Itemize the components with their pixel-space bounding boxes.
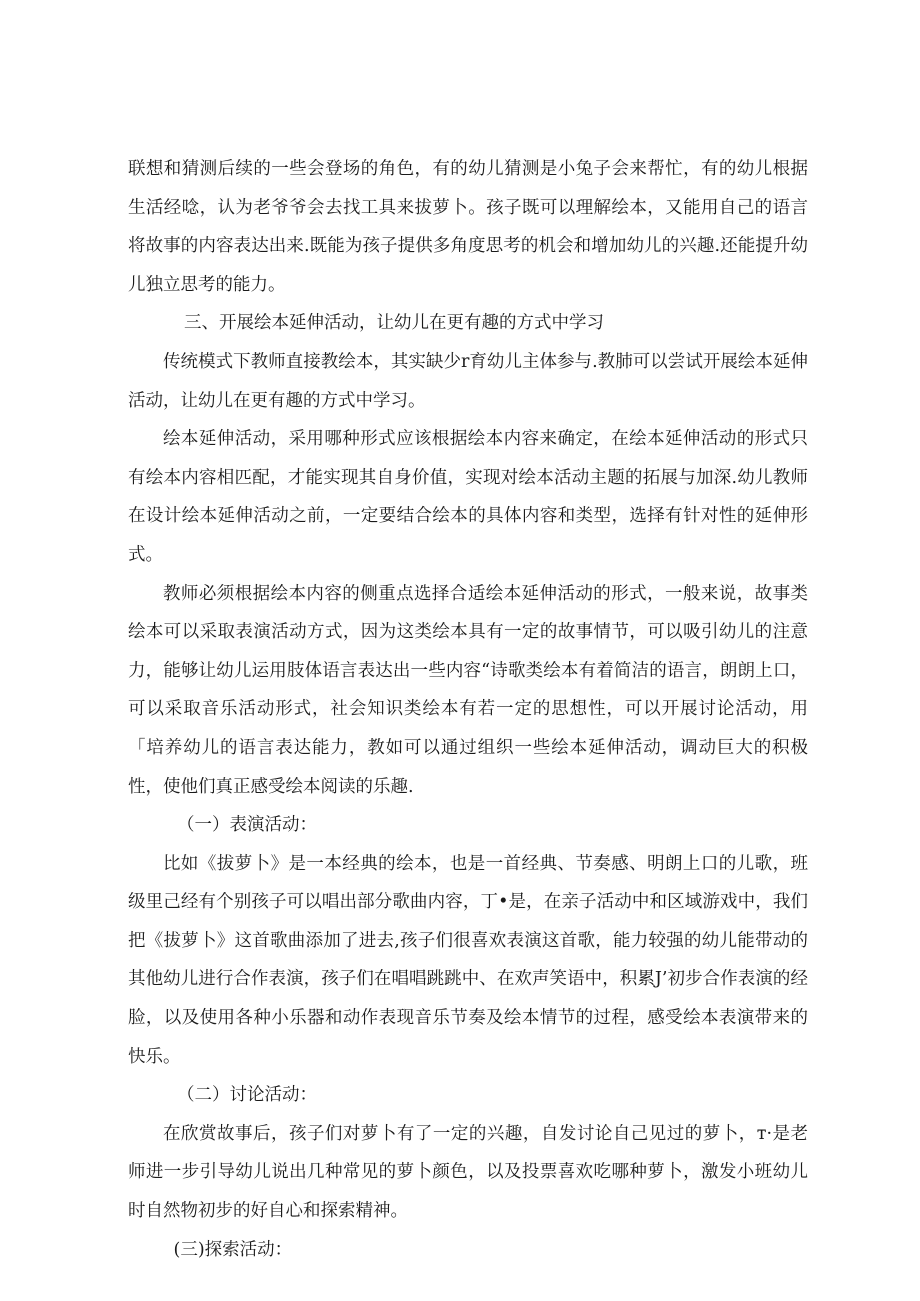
paragraph-continuation: 联想和猜测后续的一些会登场的角色，有的幼儿猜测是小兔子会来帮忙，有的幼儿根据生活经唸，认为老爷爷会去找工具来拔萝卜。孩子既可以理解绘本，又能用自己的语言将故事的内容表达出来.既能为孩子提供多角度思考的机会和增加幼儿的兴趣.还能提升幼儿独立思考的能力。 [128, 159, 808, 295]
sub-heading-performance: （一）表演活动： [177, 815, 317, 836]
sub-heading-exploration: (三)探索活动： [173, 1239, 293, 1260]
paragraph: 传统模式下教师直接教绘本，其实缺少r育幼儿主体参与.教肺可以尝试开展绘本延伸活动，让幼儿在更有趣的方式中学习。 [128, 351, 808, 411]
paragraph: 在欣赏故事后，孩子们对萝卜有了一定的兴趣，自发讨论自己见过的萝卜，т·是老师进一步引导幼儿说出几种常见的萝卜颜色，以及投票喜欢吃哪种萝卜，激发小班幼儿时自然物初步的好自心和探索精神。 [128, 1123, 808, 1222]
paragraph: 绘本延伸活动，采用哪种形式应该根据绘本内容来确定，在绘本延伸活动的形式只有绘本内容相匹配，才能实现其自身价值，实现对绘本活动主题的拓展与加深.幼儿教师在设计绘本延伸活动之前，一定要结合绘本的具体内容和类型，选择有针对性的延伸形式。 [128, 429, 808, 565]
sub-heading-discussion: （二）讨论活动： [177, 1085, 317, 1106]
paragraph: 教师必须根据绘本内容的侧重点选择合适绘本延伸活动的形式，一般来说，故事类绘本可以采取表演活动方式，因为这类绘本具有一定的故事情节，可以吸引幼儿的注意力，能够让幼儿运用肢体语言表达出一些内容“诗歌类绘本有着简洁的语言，朗朗上口，可以采取音乐活动形式，社会知识类绘本有若一定的思想性，可以开展讨论活动，用「培养幼儿的语言表达能力，教如可以通过组织一些绘本延伸活动，调动巨大的积极性，使他们真正感受绘本阅读的乐趣. [128, 583, 808, 797]
section-heading: 三、开展绘本延伸活动，让幼儿在更有趣的方式中学习 [184, 313, 604, 334]
document-body [128, 150, 808, 1269]
paragraph: 比如《拔萝卜》是一本经典的绘本，也是一首经典、节奏感、明朗上口的儿歌，班级里己经有个别孩子可以唱出部分歌曲内容，丁•是，在亲子活动中和区域游戏中，我们把《拔萝卜》这首歌曲添加了进去,孩子们很喜欢表演这首歌，能力较强的幼儿能带动的其他幼儿进行合作表演，孩子们在唱唱跳跳中、在欢声笑语中，积累J’初步合作表演的经脸，以及使用各种小乐器和动作表现音乐节奏及绘本情节的过程，感受绘本表演带来的快乐。 [128, 853, 808, 1067]
